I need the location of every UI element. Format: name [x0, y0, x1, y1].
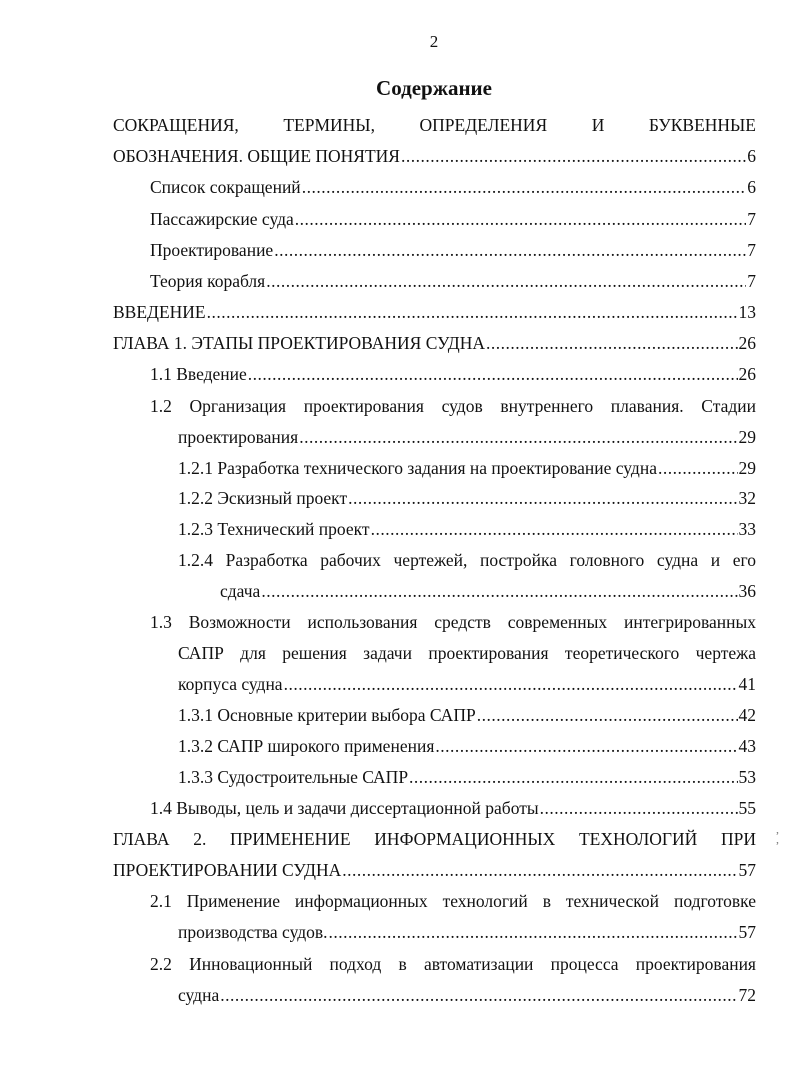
toc-entry-1-4[interactable]: [150, 793, 756, 824]
toc-page-number: 29: [738, 458, 756, 478]
leader-dots: [435, 731, 737, 762]
toc-page-number: 43: [738, 736, 756, 756]
leader-dots: [401, 141, 746, 172]
toc-entry-2-1[interactable]: [150, 886, 756, 948]
toc-page-number: 72: [738, 985, 756, 1005]
toc-entry-line: сдача: [220, 581, 261, 601]
toc-entry-1-2-3[interactable]: [178, 514, 756, 545]
toc-page-number: 7: [747, 271, 756, 291]
toc-entry-line: ГЛАВА 2. ПРИМЕНЕНИЕ ИНФОРМАЦИОННЫХ ТЕХНОЛОГИЙ ПРИ: [113, 829, 756, 849]
toc-page-number: 57: [738, 860, 756, 880]
toc-entry-line: Проектирование: [150, 240, 274, 260]
toc-entry-line: 1.2 Организация проектирования судов внутреннего плавания. Стадии: [150, 396, 756, 416]
leader-dots: [658, 453, 738, 484]
toc-page-number: 7: [747, 209, 756, 229]
toc-entry-ship-theory[interactable]: [150, 266, 756, 297]
page-number: 2: [429, 32, 439, 51]
toc-entry-line: 1.1 Введение: [150, 364, 247, 384]
toc-entry-1-1[interactable]: [150, 359, 756, 390]
toc-entry-1-3[interactable]: [150, 607, 756, 700]
toc-page-number: 26: [738, 364, 756, 384]
toc-entry-line: Теория корабля: [150, 271, 266, 291]
toc-entry-line: корпуса судна: [178, 674, 283, 694]
toc-entry-line: 1.3.1 Основные критерии выбора САПР: [178, 705, 476, 725]
toc-page-number: 29: [738, 427, 756, 447]
toc-page-number: 36: [738, 581, 756, 601]
leader-dots: [248, 359, 738, 390]
toc-page-number: 13: [738, 302, 756, 322]
leader-dots: [274, 235, 746, 266]
toc-entry-line: 1.2.3 Технический проект: [178, 519, 370, 539]
leader-dots: [329, 917, 738, 948]
toc-entry-1-2-4[interactable]: [178, 545, 756, 607]
toc-entry-introduction[interactable]: [113, 297, 756, 328]
toc-entry-1-3-1[interactable]: [178, 700, 756, 731]
toc-page-number: 26: [738, 333, 756, 353]
toc-entry-line: ВВЕДЕНИЕ: [113, 302, 206, 322]
toc-entry-1-2-1[interactable]: [178, 453, 756, 484]
toc-entry-abbreviations-terms[interactable]: [113, 110, 756, 172]
toc-entry-line: 1.2.4 Разработка рабочих чертежей, постройка головного судна и его: [178, 550, 756, 570]
leader-dots: [348, 483, 737, 514]
toc-entry-line: СОКРАЩЕНИЯ, ТЕРМИНЫ, ОПРЕДЕЛЕНИЯ И БУКВЕННЫЕ: [113, 115, 756, 135]
toc-entry-design[interactable]: [150, 235, 756, 266]
toc-entry-chapter-2[interactable]: [113, 824, 756, 886]
toc-page-number: 33: [738, 519, 756, 539]
toc-entry-1-2-2[interactable]: [178, 483, 756, 514]
leader-dots: [299, 422, 737, 453]
toc-title: Содержание: [376, 76, 492, 100]
scan-artifact: , ,: [776, 822, 779, 846]
toc-page-number: 6: [747, 177, 756, 197]
leader-dots: [371, 514, 738, 545]
toc-entry-line: производства судов.: [178, 922, 328, 942]
toc-page-number: 32: [738, 488, 756, 508]
toc-entry-1-3-3[interactable]: [178, 762, 756, 793]
toc-page-number: 41: [738, 674, 756, 694]
toc-page-number: 42: [738, 705, 756, 725]
leader-dots: [207, 297, 738, 328]
toc-entry-line: проектирования: [178, 427, 299, 447]
toc-entry-line: 2.2 Инновационный подход в автоматизации процесса проектирования: [150, 954, 756, 974]
toc-entry-line: 2.1 Применение информационных технологий в технической подготовке: [150, 891, 756, 911]
leader-dots: [342, 855, 737, 886]
toc-entry-line: 1.3.2 САПР широкого применения: [178, 736, 435, 756]
toc-page-number: 6: [747, 146, 756, 166]
toc-entry-line: ГЛАВА 1. ЭТАПЫ ПРОЕКТИРОВАНИЯ СУДНА: [113, 333, 485, 353]
toc-page-number: 53: [738, 767, 756, 787]
toc-entry-line: судна: [178, 985, 220, 1005]
leader-dots: [409, 762, 737, 793]
toc-entry-line: ПРОЕКТИРОВАНИИ СУДНА: [113, 860, 342, 880]
toc-entry-line: 1.3 Возможности использования средств современных интегрированных: [150, 612, 756, 632]
leader-dots: [486, 328, 738, 359]
leader-dots: [220, 980, 737, 1011]
toc-page-number: 55: [738, 798, 756, 818]
leader-dots: [266, 266, 746, 297]
toc-entry-line: 1.2.1 Разработка технического задания на проектирование судна: [178, 458, 657, 478]
toc-entry-chapter-1[interactable]: [113, 328, 756, 359]
toc-entry-abbreviations-list[interactable]: [150, 172, 756, 203]
leader-dots: [477, 700, 738, 731]
toc-entry-line: 1.2.2 Эскизный проект: [178, 488, 348, 508]
toc-entry-passenger-ships[interactable]: [150, 204, 756, 235]
toc-entry-line: Пассажирские суда: [150, 209, 294, 229]
toc-entry-1-2[interactable]: [150, 391, 756, 453]
toc-page-number: 57: [738, 922, 756, 942]
toc-page-number: 7: [747, 240, 756, 260]
toc-entry-2-2[interactable]: [150, 949, 756, 1011]
leader-dots: [295, 204, 746, 235]
leader-dots: [261, 576, 737, 607]
toc-entry-line: 1.3.3 Судостроительные САПР: [178, 767, 409, 787]
toc-entry-line: Список сокращений: [150, 177, 301, 197]
leader-dots: [540, 793, 738, 824]
toc-entry-line: ОБОЗНАЧЕНИЯ. ОБЩИЕ ПОНЯТИЯ: [113, 146, 400, 166]
leader-dots: [284, 669, 738, 700]
toc-entry-line: САПР для решения задачи проектирования теоретического чертежа: [178, 643, 756, 663]
toc-entry-line: 1.4 Выводы, цель и задачи диссертационной работы: [150, 798, 539, 818]
toc-entry-1-3-2[interactable]: [178, 731, 756, 762]
leader-dots: [302, 172, 747, 203]
